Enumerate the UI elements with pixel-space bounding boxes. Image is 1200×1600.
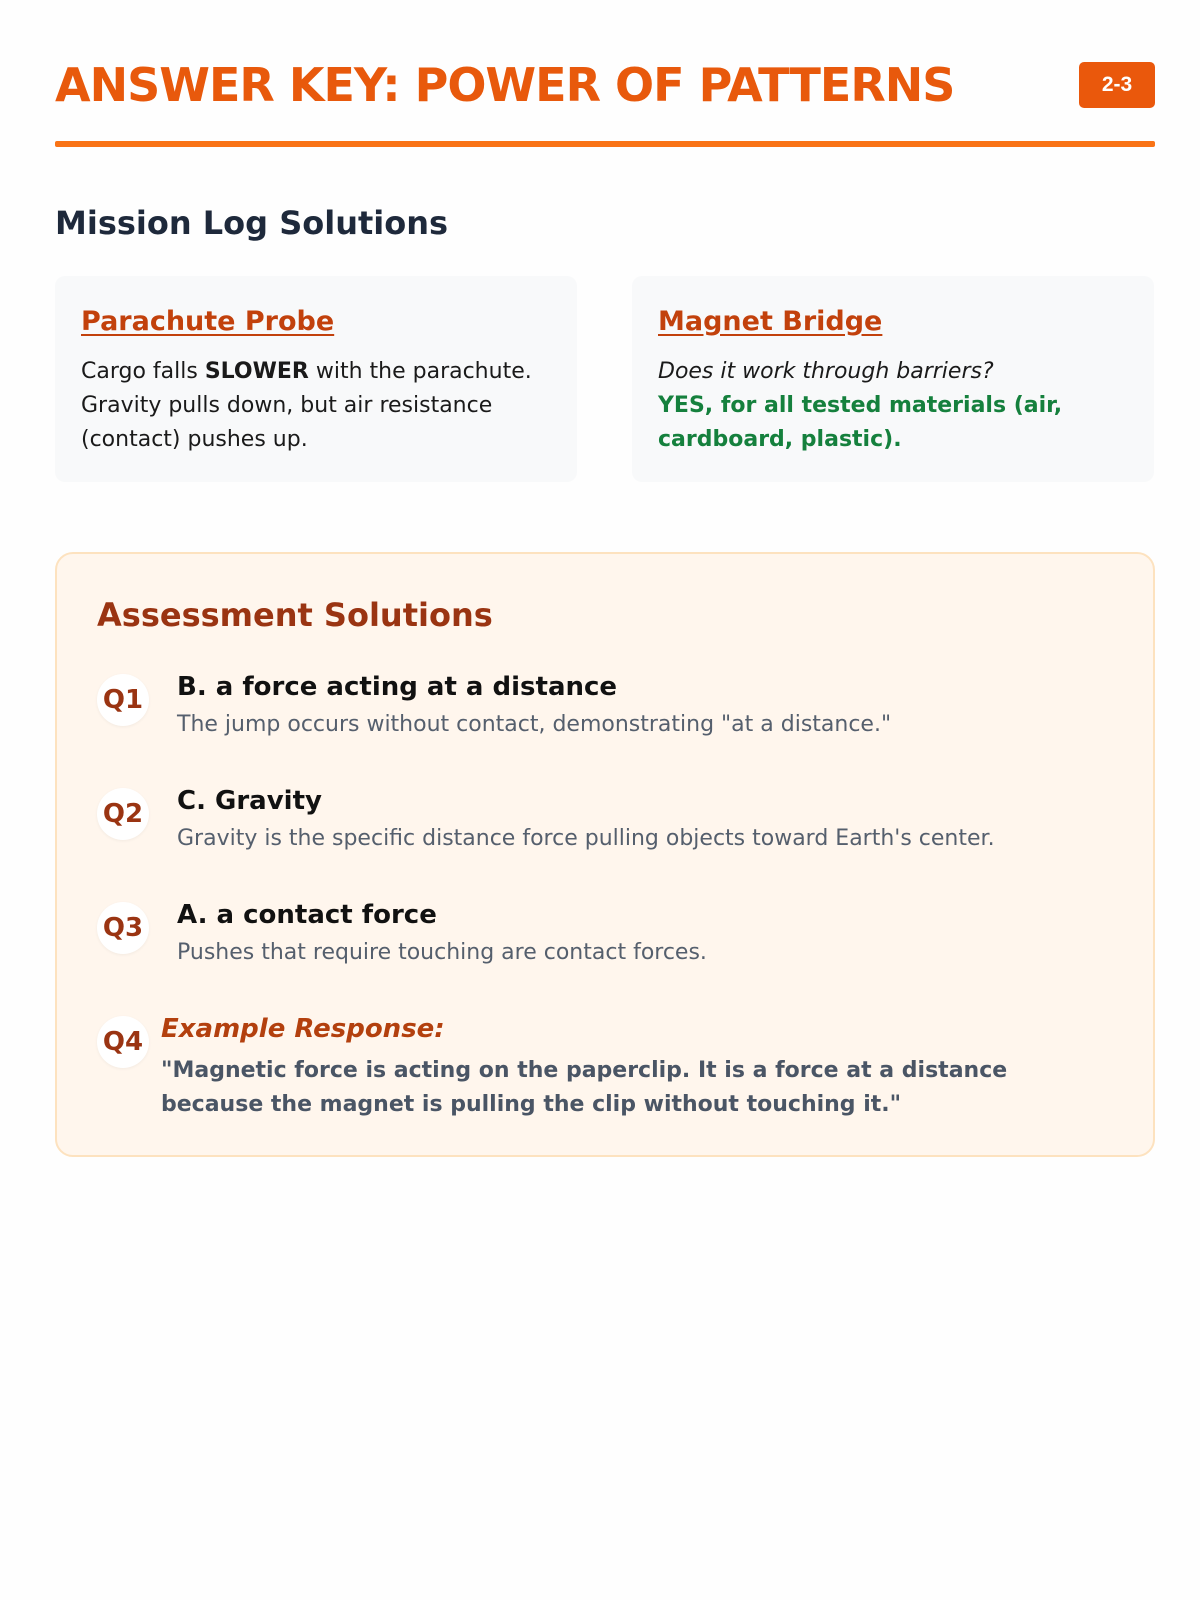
assessment-panel: [55, 552, 1155, 1157]
question-number: Q4: [97, 1016, 149, 1068]
parachute-text-strong: SLOWER: [204, 359, 309, 384]
question-number: Q3: [97, 902, 149, 954]
question-explanation: Pushes that require touching are contact forces.: [177, 940, 707, 965]
assessment-title: Assessment Solutions: [97, 596, 493, 634]
grade-badge: 2-3: [1079, 62, 1155, 108]
example-response-text: "Magnetic force is acting on the paperclip. It is a force at a distance because the magnet is pulling the clip without touching it.": [161, 1058, 1008, 1117]
question-number: Q1: [97, 674, 149, 726]
parachute-probe-title: Parachute Probe: [81, 306, 335, 337]
magnet-bridge-answer: YES, for all tested materials (air, cardboard, plastic).: [658, 393, 1063, 452]
header-divider: [55, 141, 1155, 147]
parachute-probe-text: [81, 355, 551, 457]
magnet-bridge-card: [632, 276, 1154, 482]
question-number: Q2: [97, 788, 149, 840]
magnet-bridge-title: Magnet Bridge: [658, 306, 883, 337]
mission-log-title: Mission Log Solutions: [55, 204, 449, 242]
page-title: ANSWER KEY: POWER OF PATTERNS: [55, 58, 955, 112]
question-explanation: Gravity is the specific distance force pulling objects toward Earth's center.: [177, 826, 995, 851]
magnet-bridge-question: Does it work through barriers?: [658, 359, 994, 384]
parachute-text-after: with the parachute. Gravity pulls down, but air resistance (contact) pushes up.: [81, 359, 532, 452]
magnet-bridge-text: [658, 355, 1128, 457]
header: [55, 50, 1155, 146]
question-answer: B. a force acting at a distance: [177, 672, 618, 702]
example-response-label: Example Response:: [161, 1014, 445, 1044]
question-answer: A. a contact force: [177, 900, 437, 930]
parachute-text-before: Cargo falls: [81, 359, 205, 384]
question-explanation: The jump occurs without contact, demonstrating "at a distance.": [177, 712, 892, 737]
parachute-probe-card: [55, 276, 577, 482]
question-answer: C. Gravity: [177, 786, 322, 816]
